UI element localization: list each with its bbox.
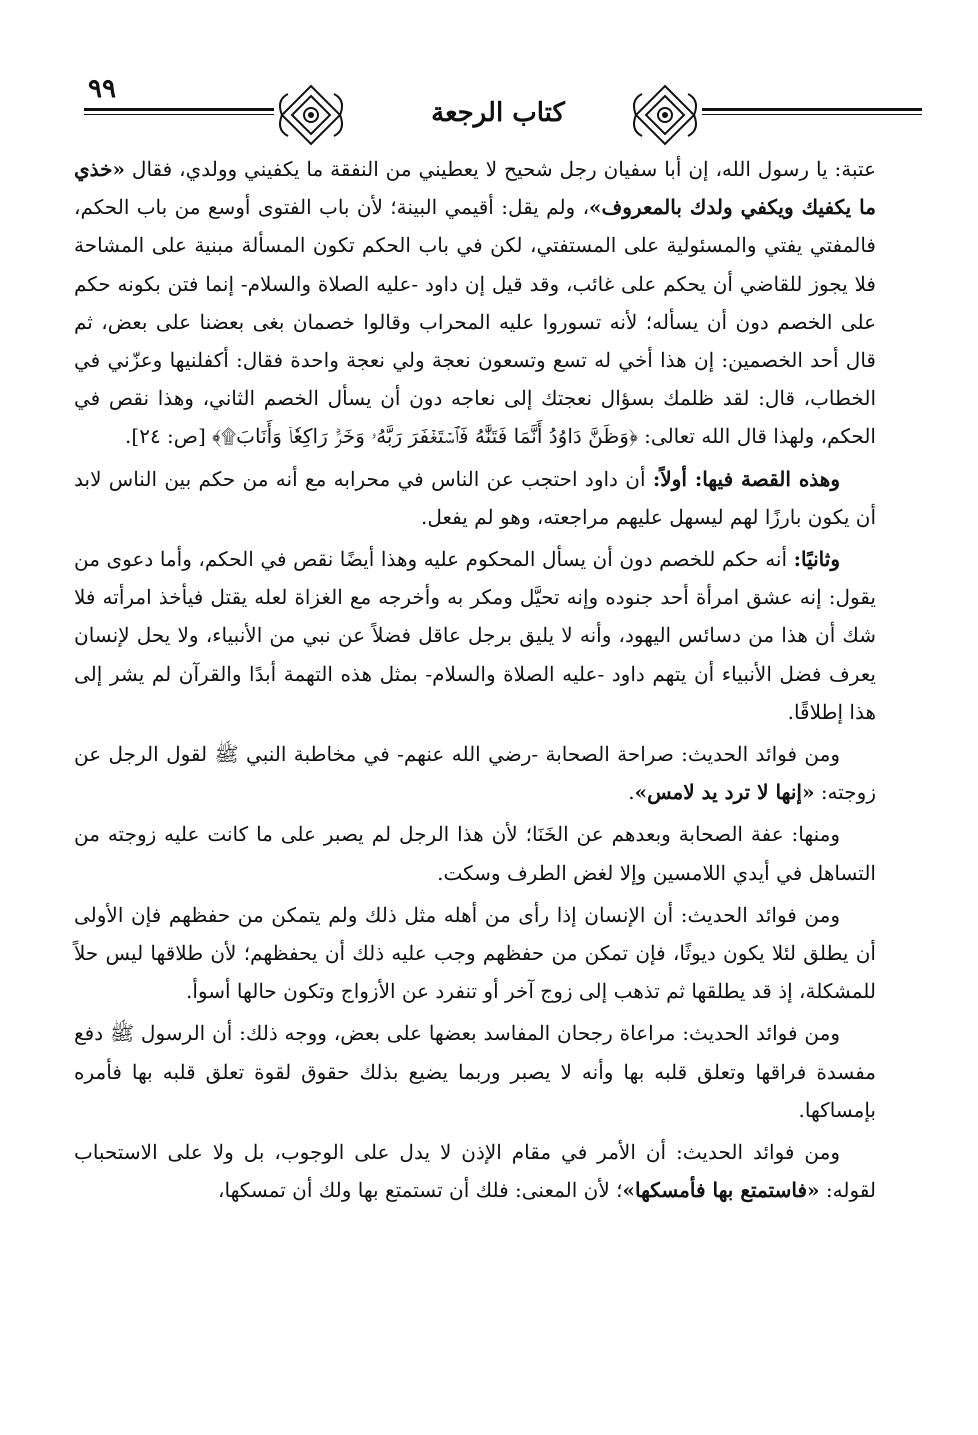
p1-quran-verse: ﴿وَظَنَّ دَاوُدُ أَنَّمَا فَتَنَّٰهُ فَٱسۡتَغۡفَرَ رَبَّهُۥ وَخَرَّۤ رَاكِعٗاۤ وَأَنَابَ۩﴾	[212, 424, 638, 449]
page-body	[74, 150, 876, 1213]
p1-hadith-quote: «خذي ما يكفيك ويكفي ولدك بالمعروف»	[74, 157, 876, 220]
header-rule-right-thin	[702, 114, 922, 115]
paragraph-8	[74, 1133, 876, 1209]
p7-text: ومن فوائد الحديث: مراعاة رجحان المفاسد بعضها على بعض، ووجه ذلك: أن الرسول ﷺ دفع مفسدة فراقها وتعلق قلبه بها وأنه لا يصبر وربما يضيع بذلك حقوق لقوة تعلق قلبه بها فأمره بإمساكها.	[74, 1021, 876, 1122]
p1-verse-reference: [ص: ٢٤].	[125, 424, 206, 449]
p2-text: أن داود احتجب عن الناس في محرابه مع أنه من حكم بين الناس لابد أن يكون بارزًا لهم ليسهل عليهم مراجعته، وهو لم يفعل.	[74, 466, 876, 529]
page-header	[70, 70, 926, 160]
paragraph-7	[74, 1014, 876, 1129]
header-rule-right	[702, 108, 922, 111]
paragraph-1	[74, 150, 876, 456]
page-number: ٩٩	[88, 74, 116, 104]
page-title: كتاب الرجعة	[431, 98, 565, 128]
p1-text: عتبة: يا رسول الله، إن أبا سفيان رجل شحيح لا يعطيني من النفقة ما يكفيني وولدي، فقال	[131, 157, 877, 181]
p3-lead: وثانيًا:	[793, 547, 840, 572]
p6-text: ومن فوائد الحديث: أن الإنسان إذا رأى من أهله مثل ذلك ولم يتمكن من حفظهم فإن الأولى أن يطلق لئلا يكون ديوثًا، فإن تمكن من حفظهم وجب عليه ذلك أن يحفظهم؛ لأن طلاقها ليس حلاً للمشكلة، إذ قد يطلقها ثم تذهب إلى زوج آخر أو تنفرد عن الأزواج وتكون حالها أسوأ.	[74, 902, 876, 1004]
paragraph-5	[74, 815, 876, 891]
header-rule-left	[84, 108, 274, 111]
paragraph-3	[74, 540, 876, 731]
p4-text: ومن فوائد الحديث: صراحة الصحابة -رضي الله عنهم- في مخاطبة النبي ﷺ لقول الرجل عن زوجته:	[74, 742, 876, 805]
p8-text: ومن فوائد الحديث: أن الأمر في مقام الإذن لا يدل على الوجوب، بل ولا على الاستحباب لقوله:	[74, 1140, 876, 1203]
p5-text: ومنها: عفة الصحابة وبعدهم عن الخَنَا؛ لأن هذا الرجل لم يصبر على ما كانت عليه زوجته من التساهل في أيدي اللامسين وإلا لغض الطرف وسكت.	[74, 822, 876, 885]
p3-text: أنه حكم للخصم دون أن يسأل المحكوم عليه وهذا أيضًا نقص في الحكم، وأما دعوى من يقول: إنه عشق امرأة أحد جنوده وإنه تحيَّل ومكر به وأخرجه مع الغزاة لعله يقتل فيأخذ امرأته فلا شك أن هذا من دسائس اليهود، وأنه لا يليق برجل عاقل فضلاً عن نبي من الأنبياء، ولا يحل لإنسان يعرف فضل الأنبياء أن يتهم داود -عليه الصلاة والسلام- بمثل هذه التهمة أبدًا والقرآن لم يشر إلى هذا إطلاقًا.	[74, 547, 876, 724]
header-rule-left-thin	[84, 114, 274, 115]
p8-hadith-quote: «فاستمتع بها فأمسكها»	[622, 1178, 820, 1203]
ornament-left-icon	[276, 80, 346, 150]
paragraph-2	[74, 460, 876, 536]
p4-hadith-quote: «إنها لا ترد يد لامس»	[634, 780, 815, 805]
ornament-right-icon	[630, 80, 700, 150]
paragraph-6	[74, 896, 876, 1011]
p8-text-rest: ؛ لأن المعنى: فلك أن تستمتع بها ولك أن تمسكها،	[218, 1178, 623, 1203]
p1-text-rest: ، ولم يقل: أقيمي البينة؛ لأن باب الفتوى أوسع من باب الحكم، فالمفتي يفتي والمسئولية على المستفتي، لكن في باب الحكم تكون المسألة مبنية على المشاحة فلا يجوز للقاضي أن يحكم على غائب، وقد قيل إن داود -عليه الصلاة والسلام- إنما فتن بكونه حكم على الخصم دون أن يسأله؛ لأنه تسوروا عليه المحراب وقالوا خصمان بغى بعضنا على بعض، ثم قال أحد الخصمين: إن هذا أخي له تسع وتسعون نعجة ولي نعجة واحدة فقال: أكفلنيها وعزّني في الخطاب، قال: لقد ظلمك بسؤال نعجتك إلى نعاجه دون أن يسأل الخصم الثاني، وهذا نقص في الحكم، ولهذا قال الله تعالى:	[74, 195, 877, 449]
p2-lead: وهذه القصة فيها: أولاً:	[652, 466, 841, 491]
paragraph-4: ومن فوائد الحديث: صراحة الصحابة -رضي الله عنهم- في مخاطبة النبي ﷺ لقول الرجل عن زوجته: «إنها لا ترد يد لامس».	[74, 742, 876, 805]
